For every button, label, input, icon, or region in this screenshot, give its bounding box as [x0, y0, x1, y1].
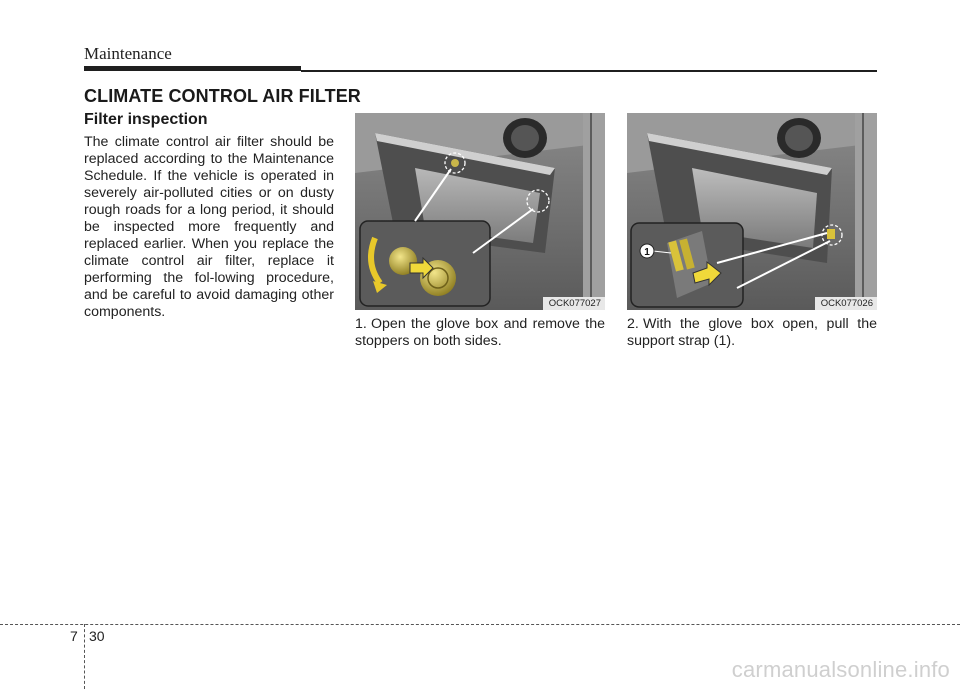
filter-inspection-body: The climate control air filter should be replaced according to the Maintenance Schedule. If the vehicle is operated in severely air-polluted cities or on dusty rough roads for a long period, it should be inspected more frequently and replaced earlier. When you replace the climate control air filter, replace it performing the fol-lowing procedure, and be careful to avoid damaging other components.: [84, 134, 334, 320]
footer-dashed-rule: [0, 624, 960, 625]
caption-step-2: [627, 316, 877, 350]
header-rule-thick: [84, 66, 301, 71]
callout-1: 1: [644, 247, 650, 258]
watermark: carmanualsonline.info: [731, 657, 950, 682]
figure-glove-box-stoppers: [355, 113, 605, 310]
step-text-1: Open the glove box and remove the stoppers on both sides.: [355, 316, 605, 349]
page-number: 30: [89, 628, 105, 644]
header-rule-thin: [301, 70, 877, 72]
filter-inspection-heading: Filter inspection: [84, 111, 208, 128]
step-number-2: 2.: [627, 316, 639, 332]
figure-support-strap: [627, 113, 877, 310]
chapter-number: 7: [70, 628, 78, 644]
caption-step-1: [355, 316, 605, 350]
section-title: CLIMATE CONTROL AIR FILTER: [84, 86, 361, 106]
figure-code-2: OCK077026: [815, 297, 877, 310]
footer-dashed-divider: [84, 624, 85, 689]
running-head: Maintenance: [84, 44, 172, 63]
glove-box-illustration-1: [355, 113, 605, 310]
glove-box-illustration-2: [627, 113, 877, 310]
step-text-2: With the glove box open, pull the support strap (1).: [627, 316, 877, 349]
figure-code-1: OCK077027: [543, 297, 605, 310]
step-number-1: 1.: [355, 316, 367, 332]
